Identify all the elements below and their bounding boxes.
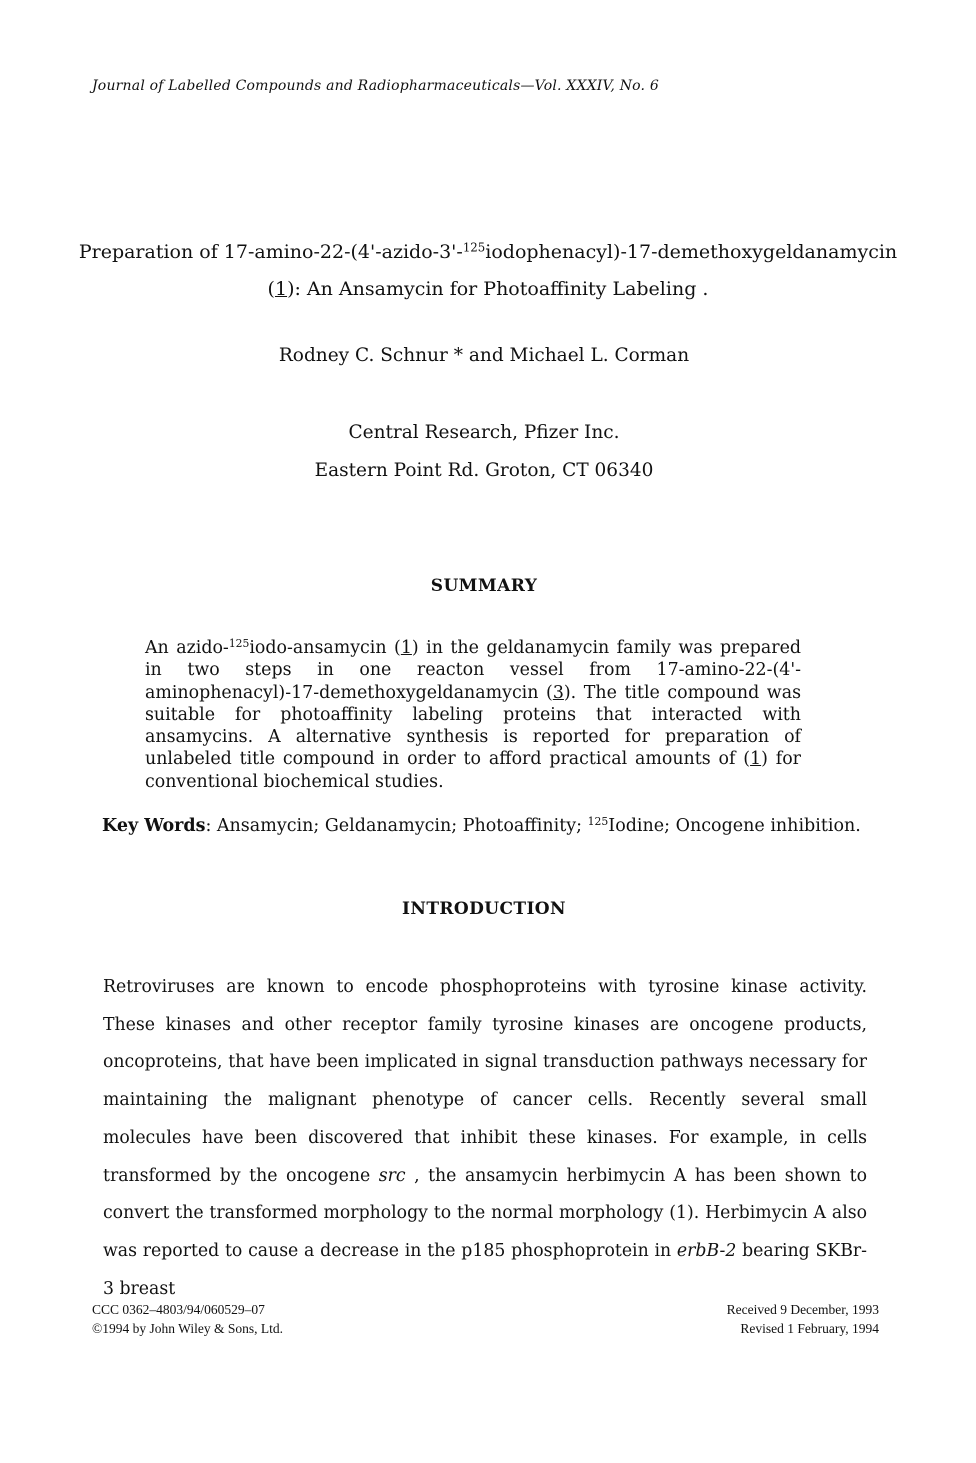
keywords-text-2: Iodine; Oncogene inhibition.	[608, 816, 861, 836]
copyright: ©1994 by John Wiley & Sons, Ltd.	[92, 1321, 283, 1336]
paper-title-line-1	[60, 233, 916, 271]
summary-text-1: An azido-	[145, 638, 229, 658]
footer-right	[727, 1300, 879, 1338]
paper-title-line-2	[60, 270, 916, 308]
keywords-text-1: : Ansamycin; Geldanamycin; Photoaffinity;	[205, 816, 588, 836]
affiliation-line-2: Eastern Point Rd. Groton, CT 06340	[314, 460, 654, 481]
gene-erbb2: erbB-2	[676, 1240, 737, 1261]
compound-ref-3: 3	[552, 682, 564, 703]
keywords-line	[102, 816, 861, 836]
title-text-c: ): An Ansamycin for Photoaffinity Labeling .	[287, 278, 709, 300]
compound-ref-1: 1	[750, 749, 762, 770]
gene-src: src	[378, 1165, 406, 1186]
intro-text-c: bearing SKBr-3 breast	[103, 1240, 867, 1299]
journal-header: Journal of Labelled Compounds and Radiopharmaceuticals—Vol. XXXIV, No. 6	[92, 78, 659, 94]
received-date: Received 9 December, 1993	[726, 1302, 879, 1317]
introduction-heading: INTRODUCTION	[402, 899, 566, 919]
footer-left	[92, 1300, 283, 1338]
compound-ref-1: 1	[400, 638, 412, 658]
summary-heading: SUMMARY	[430, 576, 538, 596]
summary-text-3: ) in the geldanamycin family was prepared in two steps in one reacton vessel from 17-amino-22-(4'-aminophenacyl)-17-demethoxygeldanamycin (	[145, 638, 802, 703]
compound-ref-1: 1	[274, 278, 288, 300]
summary-text-2: iodo-ansamycin (	[249, 638, 401, 658]
summary-paragraph	[145, 637, 801, 793]
summary-text-4: ). The title compound was suitable for photoaffinity labeling proteins that interacted with ansamycins. A alternative synthesis is reported for preparation of unlabeled title compound in order to afford practical amounts of (	[145, 682, 801, 770]
ccc-code: CCC 0362–4803/94/060529–07	[92, 1302, 265, 1317]
keywords-label: Key Words	[102, 816, 206, 836]
revised-date: Revised 1 February, 1994	[740, 1321, 879, 1336]
affiliation-line-1: Central Research, Pfizer Inc.	[348, 422, 620, 443]
summary-text-5: ) for conventional biochemical studies.	[145, 749, 801, 792]
summary-isotope-sup: 125	[228, 637, 250, 651]
title-text-b: iodophenacyl)-17-demethoxygeldanamycin	[485, 241, 898, 263]
intro-text-a: Retroviruses are known to encode phosphoproteins with tyrosine kinase activity. These kinases and other receptor family tyrosine kinases are oncogene products, oncoproteins, that have been implicated in signal transduction pathways necessary for maintaining the malignant phenotype of cancer cells. Recently several small molecules have been discovered that inhibit these kinases. For example, in cells transformed by the oncogene	[103, 977, 867, 1186]
introduction-paragraph	[103, 969, 867, 1308]
keywords-isotope-sup: 125	[587, 815, 609, 829]
intro-text-b: , the ansamycin herbimycin A has been shown to convert the transformed morphology to the normal morphology (1). Herbimycin A also was reported to cause a decrease in the p185 phosphoprotein in	[103, 1165, 867, 1261]
authors: Rodney C. Schnur * and Michael L. Corman	[278, 345, 690, 366]
title-paren: (	[267, 278, 275, 300]
title-isotope-sup: 125	[462, 240, 486, 255]
title-text-a: Preparation of 17-amino-22-(4'-azido-3'-	[78, 241, 463, 263]
